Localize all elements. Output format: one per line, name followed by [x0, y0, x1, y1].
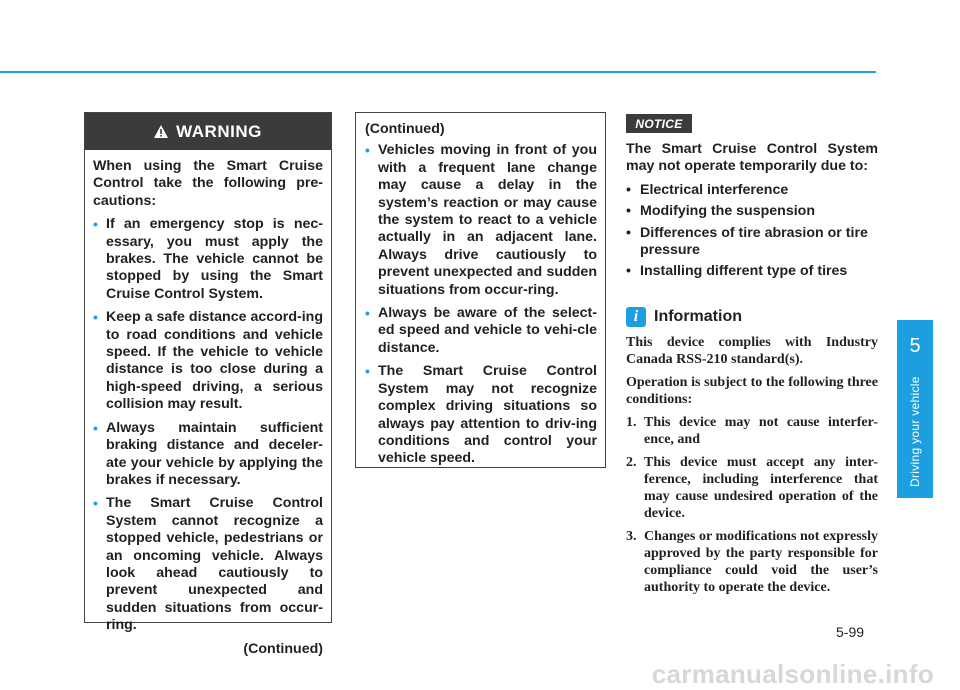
watermark: carmanualsonline.info — [651, 659, 934, 689]
chapter-title: Driving your vehicle — [908, 376, 922, 488]
information-item: 2. This device must accept any inter-ference, including interference that may cause undesired operation of the device. — [626, 455, 878, 521]
page-number: 5-99 — [836, 624, 865, 640]
bullet-icon: • — [626, 203, 631, 220]
continued-item: • Vehicles moving in front of you with a frequent lane change may cause a delay in the system’s reaction or may cause the system to react to a vehicle actually in an adjacent lane. Always drive cautiously to prevent unexpected and sudden situations from occur-ring. — [365, 142, 597, 298]
bullet-icon: • — [365, 363, 370, 380]
continued-item: • The Smart Cruise Control System may not recognize complex driving situations so always pay attention to driv-ing conditions and control your vehicle speed. — [365, 363, 597, 467]
bullet-icon: • — [365, 305, 370, 322]
information-title: Information — [654, 308, 742, 325]
warning-item: • If an emergency stop is nec-essary, you must apply the brakes. The vehicle cannot be stopped by using the Smart Cruise Control System. — [93, 216, 323, 302]
warning-item: • Always maintain sufficient braking distance and deceler-ate your vehicle by applying the brakes if necessary. — [93, 419, 323, 488]
notice-list — [626, 182, 878, 281]
warning-box — [84, 112, 332, 657]
warning-title: WARNING — [176, 121, 262, 141]
warning-item: • The Smart Cruise Control System cannot recognize a stopped vehicle, pedestrians or an oncoming vehicle. Always look ahead cautiously to prevent unexpected and sudden situations from occur-ring. — [93, 495, 323, 634]
information-item: 1. This device may not cause interfer-ence, and — [626, 415, 878, 447]
continued-box — [355, 112, 606, 468]
bullet-icon: • — [365, 142, 370, 159]
bullet-icon: • — [93, 216, 98, 233]
information-para: Operation is subject to the following three conditions: — [626, 375, 878, 407]
continued-title: (Continued) — [365, 121, 445, 137]
warning-header — [85, 113, 331, 150]
notice-section — [626, 141, 878, 285]
bullet-icon: • — [93, 495, 98, 512]
warning-list — [93, 216, 323, 634]
continued-item: • Always be aware of the select-ed speed and vehicle to vehi-cle distance. — [365, 305, 597, 356]
warning-continued: (Continued) — [243, 640, 323, 657]
information-heading — [626, 307, 742, 327]
notice-badge: NOTICE — [626, 114, 692, 133]
information-item: 3. Changes or modifications not expressly approved by the party responsible for compliance could void the user’s authority to operate the device. — [626, 529, 878, 595]
notice-item: • Installing different type of tires — [626, 263, 848, 280]
warning-intro: When using the Smart Cruise Control take the following pre-cautions: — [93, 158, 323, 209]
notice-item: • Modifying the suspension — [626, 203, 815, 220]
continued-list — [365, 142, 597, 467]
chapter-number: 5 — [909, 334, 921, 357]
bullet-icon: • — [626, 263, 631, 280]
information-list — [626, 414, 878, 596]
notice-item: • Electrical interference — [626, 181, 789, 198]
information-para: This device complies with Industry Canada RSS-210 standard(s). — [626, 335, 878, 367]
top-rule — [0, 71, 876, 73]
info-icon: i — [626, 307, 646, 327]
bullet-icon: • — [626, 181, 631, 198]
warning-item: • Keep a safe distance accord-ing to road conditions and vehicle speed. If the vehicle to vehicle distance is too close during a high-speed driving, a serious collision may result. — [93, 309, 323, 413]
bullet-icon: • — [626, 224, 631, 241]
bullet-icon: • — [93, 419, 98, 436]
information-body — [626, 334, 878, 602]
warning-triangle-icon — [154, 125, 168, 138]
bullet-icon: • — [93, 309, 98, 326]
notice-item: • Differences of tire abrasion or tire pressure — [626, 224, 868, 259]
notice-text: The Smart Cruise Control System may not operate temporarily due to: — [626, 141, 878, 175]
